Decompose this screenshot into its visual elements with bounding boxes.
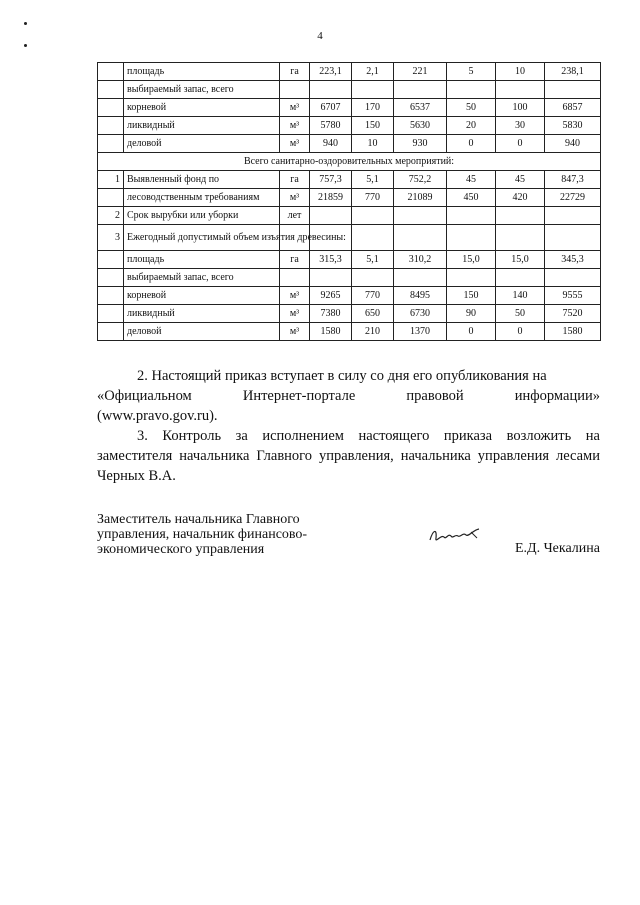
value-cell: 770 xyxy=(352,287,394,305)
row-unit: га xyxy=(280,63,310,81)
value-cell: 15,0 xyxy=(496,251,545,269)
value-cell: 45 xyxy=(447,171,496,189)
value-cell: 5780 xyxy=(310,117,352,135)
row-index-cell xyxy=(98,251,124,269)
signatory-title-line: управления, начальник финансово- xyxy=(97,527,308,542)
row-label: Ежегодный допустимый объем изъятия древесины: xyxy=(124,225,280,251)
value-cell xyxy=(394,269,447,287)
value-cell: 0 xyxy=(447,135,496,153)
signatory-title-line: экономического управления xyxy=(97,542,265,557)
row-unit: га xyxy=(280,251,310,269)
value-cell xyxy=(310,207,352,225)
table-row xyxy=(98,81,601,99)
value-cell xyxy=(394,81,447,99)
value-cell: 150 xyxy=(352,117,394,135)
table-row xyxy=(98,287,601,305)
table-row xyxy=(98,207,601,225)
row-index-cell xyxy=(98,81,124,99)
row-label: площадь xyxy=(124,63,280,81)
table-row xyxy=(98,171,601,189)
value-cell: 6537 xyxy=(394,99,447,117)
value-cell: 6857 xyxy=(545,99,601,117)
value-cell xyxy=(447,269,496,287)
row-unit: м³ xyxy=(280,305,310,323)
value-cell: 5830 xyxy=(545,117,601,135)
table-row xyxy=(98,189,601,207)
table-row xyxy=(98,117,601,135)
row-label: корневой xyxy=(124,287,280,305)
row-index-cell xyxy=(98,63,124,81)
value-cell xyxy=(352,207,394,225)
value-cell xyxy=(394,225,447,251)
value-cell: 8495 xyxy=(394,287,447,305)
value-cell xyxy=(310,269,352,287)
value-cell: 0 xyxy=(496,135,545,153)
value-cell xyxy=(545,225,601,251)
table-row xyxy=(98,269,601,287)
value-cell: 150 xyxy=(447,287,496,305)
row-index-cell xyxy=(98,117,124,135)
row-index-cell xyxy=(98,99,124,117)
section-title: Всего санитарно-оздоровительных мероприятий: xyxy=(98,153,601,171)
value-cell: 5,1 xyxy=(352,251,394,269)
value-cell: 20 xyxy=(447,117,496,135)
value-cell: 100 xyxy=(496,99,545,117)
section-header-row xyxy=(98,153,601,171)
value-cell: 9265 xyxy=(310,287,352,305)
value-cell: 45 xyxy=(496,171,545,189)
table-row xyxy=(98,305,601,323)
margin-mark xyxy=(24,22,27,25)
row-label: ликвидный xyxy=(124,305,280,323)
value-cell xyxy=(447,225,496,251)
row-index-cell xyxy=(98,269,124,287)
value-cell: 1580 xyxy=(310,323,352,341)
value-cell: 420 xyxy=(496,189,545,207)
value-cell xyxy=(352,269,394,287)
row-label: ликвидный xyxy=(124,117,280,135)
table-row xyxy=(98,99,601,117)
table-row xyxy=(98,251,601,269)
text-word: информации» xyxy=(514,388,600,404)
value-cell: 0 xyxy=(496,323,545,341)
table-row xyxy=(98,63,601,81)
paragraph-2-line-3: (www.pravo.gov.ru). xyxy=(97,408,218,424)
value-cell: 7520 xyxy=(545,305,601,323)
value-cell: 650 xyxy=(352,305,394,323)
table-row xyxy=(98,225,601,251)
row-unit: м³ xyxy=(280,99,310,117)
value-cell: 5,1 xyxy=(352,171,394,189)
table-row xyxy=(98,135,601,153)
value-cell xyxy=(496,207,545,225)
row-unit xyxy=(280,269,310,287)
value-cell xyxy=(496,225,545,251)
row-index-cell: 3 xyxy=(98,225,124,251)
value-cell: 10 xyxy=(352,135,394,153)
signatory-title-line: Заместитель начальника Главного xyxy=(97,512,300,527)
value-cell: 30 xyxy=(496,117,545,135)
value-cell: 50 xyxy=(496,305,545,323)
value-cell: 7380 xyxy=(310,305,352,323)
signatory-name: Е.Д. Чекалина xyxy=(514,541,600,556)
text-word: «Официальном xyxy=(97,388,192,404)
row-label: деловой xyxy=(124,323,280,341)
text-word: Интернет-портале xyxy=(242,388,356,404)
row-index-cell xyxy=(98,189,124,207)
value-cell: 223,1 xyxy=(310,63,352,81)
row-unit: лет xyxy=(280,207,310,225)
value-cell: 90 xyxy=(447,305,496,323)
text-word: правовой xyxy=(406,388,464,404)
value-cell: 238,1 xyxy=(545,63,601,81)
value-cell: 940 xyxy=(310,135,352,153)
value-cell: 170 xyxy=(352,99,394,117)
value-cell xyxy=(496,81,545,99)
value-cell xyxy=(496,269,545,287)
handwritten-signature xyxy=(427,524,487,546)
row-unit xyxy=(280,81,310,99)
value-cell: 5 xyxy=(447,63,496,81)
value-cell: 9555 xyxy=(545,287,601,305)
row-index-cell xyxy=(98,135,124,153)
row-index-cell: 2 xyxy=(98,207,124,225)
value-cell xyxy=(545,269,601,287)
value-cell: 1580 xyxy=(545,323,601,341)
margin-mark xyxy=(24,44,27,47)
row-label: выбираемый запас, всего xyxy=(124,269,280,287)
paragraph-2-line-1: 2. Настоящий приказ вступает в силу со дня его опубликования на xyxy=(137,368,547,384)
value-cell: 50 xyxy=(447,99,496,117)
value-cell: 770 xyxy=(352,189,394,207)
row-index-cell xyxy=(98,305,124,323)
value-cell: 140 xyxy=(496,287,545,305)
row-index-cell xyxy=(98,287,124,305)
row-unit: м³ xyxy=(280,189,310,207)
value-cell: 5630 xyxy=(394,117,447,135)
value-cell: 10 xyxy=(496,63,545,81)
row-label: Выявленный фонд по xyxy=(124,171,280,189)
value-cell xyxy=(352,81,394,99)
value-cell: 21859 xyxy=(310,189,352,207)
value-cell: 15,0 xyxy=(447,251,496,269)
value-cell: 757,3 xyxy=(310,171,352,189)
value-cell: 0 xyxy=(447,323,496,341)
value-cell: 310,2 xyxy=(394,251,447,269)
value-cell: 221 xyxy=(394,63,447,81)
value-cell: 847,3 xyxy=(545,171,601,189)
value-cell: 2,1 xyxy=(352,63,394,81)
value-cell: 21089 xyxy=(394,189,447,207)
forest-volume-table xyxy=(97,62,601,341)
value-cell: 940 xyxy=(545,135,601,153)
value-cell: 1370 xyxy=(394,323,447,341)
signature-block xyxy=(97,512,600,557)
row-label: деловой xyxy=(124,135,280,153)
value-cell: 752,2 xyxy=(394,171,447,189)
value-cell: 22729 xyxy=(545,189,601,207)
row-unit: м³ xyxy=(280,117,310,135)
value-cell xyxy=(545,207,601,225)
row-label: лесоводственным требованиям xyxy=(124,189,280,207)
paragraph-2 xyxy=(97,366,600,426)
row-unit: м³ xyxy=(280,287,310,305)
value-cell xyxy=(394,207,447,225)
value-cell: 210 xyxy=(352,323,394,341)
paragraph-3 xyxy=(97,426,600,486)
value-cell xyxy=(352,225,394,251)
value-cell xyxy=(447,207,496,225)
row-label: Срок вырубки или уборки xyxy=(124,207,280,225)
paragraph-3-text: 3. Контроль за исполнением настоящего приказа возложить на заместителя начальника Главного управления, начальника управления лесами Черных В.А. xyxy=(97,428,600,484)
table-row xyxy=(98,323,601,341)
row-index-cell xyxy=(98,323,124,341)
row-unit: га xyxy=(280,171,310,189)
value-cell: 345,3 xyxy=(545,251,601,269)
row-unit: м³ xyxy=(280,135,310,153)
row-index-cell: 1 xyxy=(98,171,124,189)
value-cell xyxy=(310,81,352,99)
row-unit: м³ xyxy=(280,323,310,341)
row-label: корневой xyxy=(124,99,280,117)
signatory-title xyxy=(97,512,347,557)
value-cell xyxy=(447,81,496,99)
value-cell xyxy=(545,81,601,99)
row-label: площадь xyxy=(124,251,280,269)
paragraph-2-line-2 xyxy=(97,386,600,406)
value-cell: 315,3 xyxy=(310,251,352,269)
row-label: выбираемый запас, всего xyxy=(124,81,280,99)
value-cell: 6730 xyxy=(394,305,447,323)
page-number: 4 xyxy=(317,30,323,42)
value-cell: 450 xyxy=(447,189,496,207)
value-cell: 930 xyxy=(394,135,447,153)
value-cell: 6707 xyxy=(310,99,352,117)
